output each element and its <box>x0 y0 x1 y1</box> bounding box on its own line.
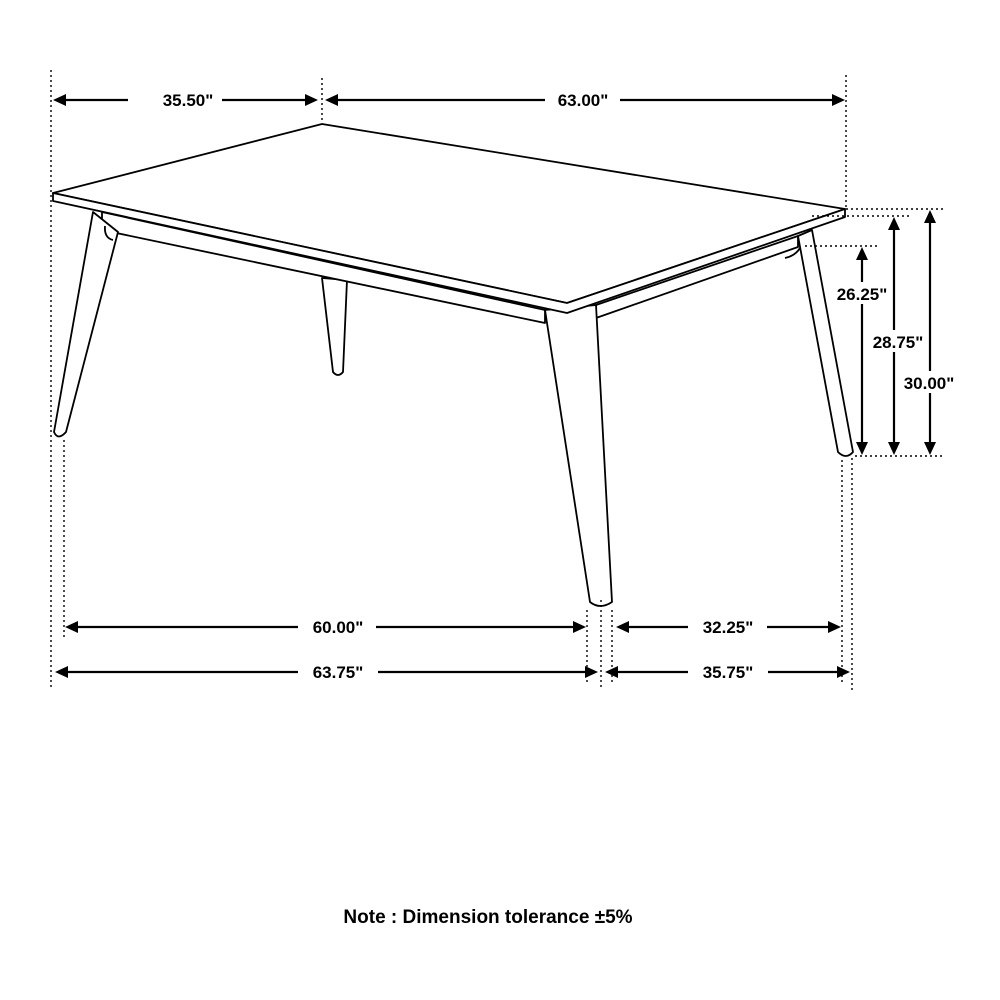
table-top <box>53 124 845 303</box>
dim-label-overall-width: 35.75" <box>702 663 754 682</box>
dim-underside-height <box>873 217 924 455</box>
dim-label-top-length: 63.00" <box>557 91 609 110</box>
table-leg-back-left <box>322 278 347 375</box>
dim-overall-width <box>605 663 850 682</box>
dim-top-length <box>325 91 845 110</box>
dim-top-width <box>53 91 318 110</box>
dim-label-top-width: 35.50" <box>162 91 214 110</box>
dim-label-leg-span-width: 32.25" <box>702 618 754 637</box>
dim-label-underside-height: 28.75" <box>872 333 924 352</box>
dim-leg-span-length <box>65 618 586 637</box>
table-leg-front <box>545 305 612 606</box>
dim-label-overall-height: 30.00" <box>903 374 955 393</box>
dim-label-overall-length: 63.75" <box>312 663 364 682</box>
dim-overall-length <box>55 663 598 682</box>
dim-label-leg-span-length: 60.00" <box>312 618 364 637</box>
table-leg-left <box>54 212 118 437</box>
dimension-tolerance-note: Note : Dimension tolerance ±5% <box>343 907 633 928</box>
dim-label-apron-height: 26.25" <box>836 285 888 304</box>
table-leg-right <box>798 230 853 456</box>
dim-leg-span-width <box>616 618 841 637</box>
table-illustration <box>53 124 853 606</box>
